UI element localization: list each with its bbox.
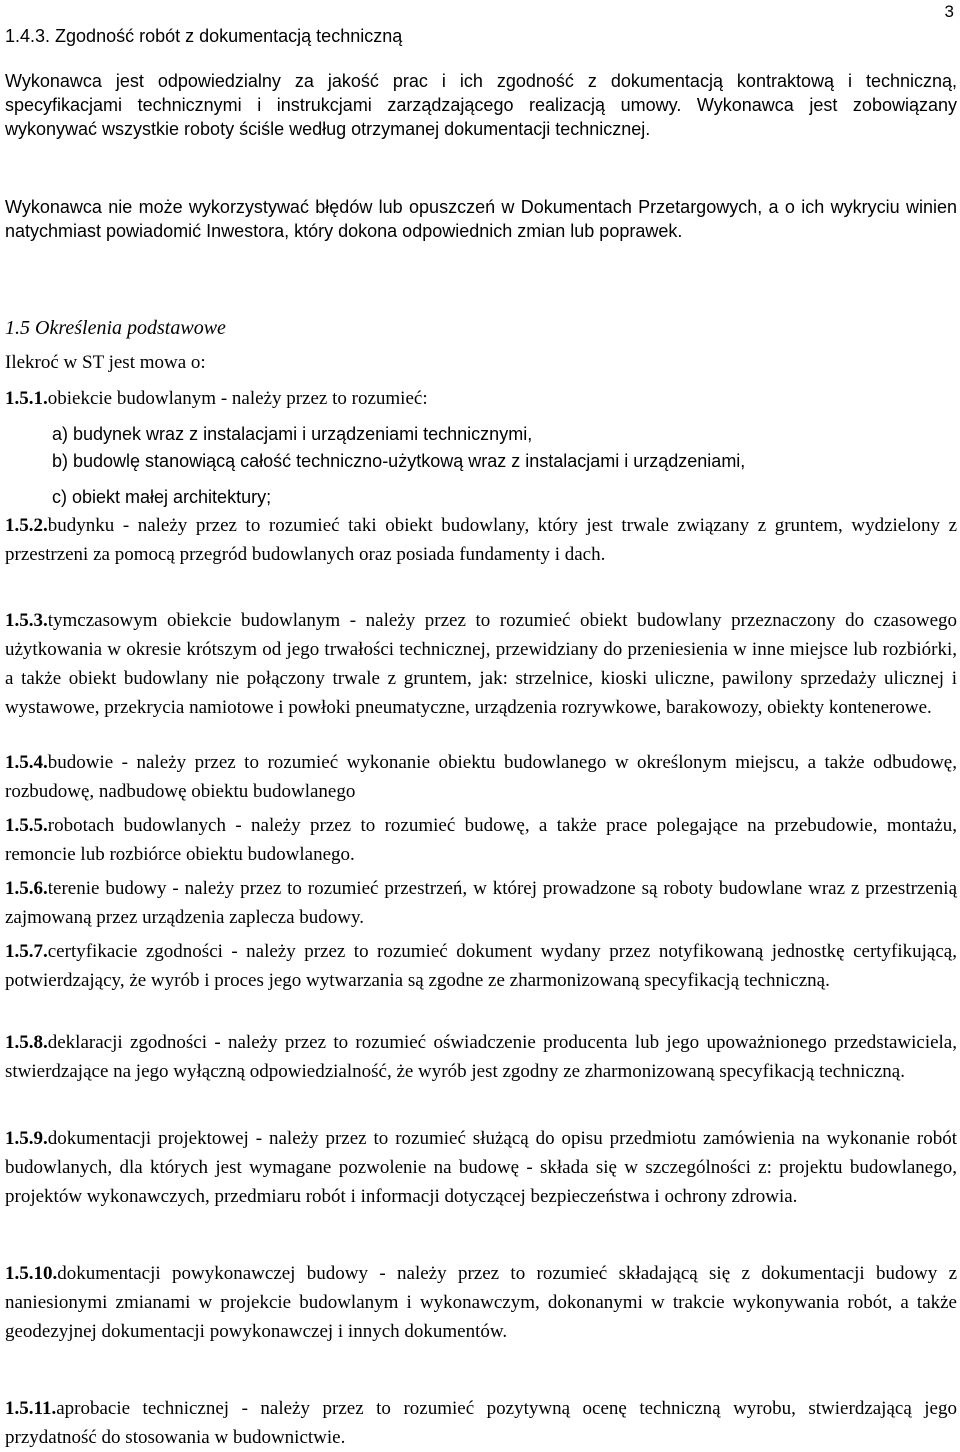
definition-text: dokumentacji projektowej - należy przez to rozumieć służącą do opisu przedmiotu zamówienia na wykonanie robót budowlanych, dla których jest wymagane pozwolenie na budowę - składa się w szczególności z: projektu budowlanego, projektów wykonawczych, przedmiaru robót i informacji dotyczącej bezpieczeństwa i ochrony zdrowia. bbox=[5, 1128, 957, 1207]
definition-number: 1.5.5. bbox=[5, 815, 48, 836]
definition-number: 1.5.7. bbox=[5, 941, 48, 962]
definition-1-5-8 bbox=[5, 1028, 957, 1086]
definition-number: 1.5.8. bbox=[5, 1032, 48, 1053]
definition-1-5-7 bbox=[5, 937, 957, 995]
paragraph-1: Wykonawca jest odpowiedzialny za jakość prac i ich zgodność z dokumentacją kontraktową i techniczną, specyfikacjami technicznymi i instrukcjami zarządzającego realizacją umowy. Wykonawca jest zobowiązany wykonywać wszystkie roboty ściśle według otrzymanej dokumentacji technicznej. bbox=[5, 71, 957, 139]
definition-number: 1.5.3. bbox=[5, 610, 48, 631]
definition-text: tymczasowym obiekcie budowlanym - należy przez to rozumieć obiekt budowlany przeznaczony do czasowego użytkowania w okresie krótszym od jego trwałości technicznej, przewidziany do przeniesienia w inne miejsce lub rozbiórki, a także obiekt budowlany nie połączony trwale z gruntem, jak: strzelnice, kioski uliczne, pawilony sprzedaży ulicznej i wystawowe, przekrycia namiotowe i powłoki pneumatyczne, urządzenia rozrywkowe, barakowozy, obiekty kontenerowe. bbox=[5, 610, 957, 718]
definition-text: dokumentacji powykonawczej budowy - należy przez to rozumieć składającą się z dokumentacji budowy z naniesionymi zmianami w projekcie budowlanym i wykonawczym, dokonanymi w trakcie wykonywania robót, a także geodezyjnej dokumentacji powykonawczej i innych dokumentów. bbox=[5, 1263, 957, 1342]
definition-number: 1.5.4. bbox=[5, 752, 48, 773]
definition-text: certyfikacie zgodności - należy przez to rozumieć dokument wydany przez notyfikowaną jednostkę certyfikującą, potwierdzający, że wyrób i proces jego wytwarzania są zgodne ze zharmonizowaną specyfikacją techniczną. bbox=[5, 941, 957, 991]
definition-number: 1.5.2. bbox=[5, 515, 48, 536]
definition-number: 1.5.6. bbox=[5, 878, 48, 899]
page-number: 3 bbox=[944, 2, 954, 21]
definition-number: 1.5.10. bbox=[5, 1263, 58, 1284]
definition-number: 1.5.11. bbox=[5, 1398, 57, 1419]
sub-item-a: a) budynek wraz z instalacjami i urządzeniami technicznymi, bbox=[52, 424, 533, 444]
intro-text: Ilekroć w ST jest mowa o: bbox=[5, 352, 206, 373]
definition-text: terenie budowy - należy przez to rozumieć przestrzeń, w której prowadzone są roboty budowlane wraz z przestrzenią zajmowaną przez urządzenia zaplecza budowy. bbox=[5, 878, 957, 928]
definition-1-5-3 bbox=[5, 606, 957, 722]
sub-item-b: b) budowlę stanowiącą całość techniczno-użytkową wraz z instalacjami i urządzeniami, bbox=[52, 451, 746, 471]
definition-1-5-2 bbox=[5, 511, 957, 569]
definition-text: budowie - należy przez to rozumieć wykonanie obiektu budowlanego w określonym miejscu, a także odbudowę, rozbudowę, nadbudowę obiektu budowlanego bbox=[5, 752, 957, 802]
definition-1-5-1 bbox=[5, 384, 957, 413]
definition-1-5-6 bbox=[5, 874, 957, 932]
definition-text: obiekcie budowlanym - należy przez to rozumieć: bbox=[47, 388, 428, 409]
definition-1-5-10 bbox=[5, 1259, 957, 1346]
definition-number: 1.5.1. bbox=[5, 388, 48, 409]
section-heading: 1.4.3. Zgodność robót z dokumentacją techniczną bbox=[5, 26, 403, 46]
definition-1-5-11 bbox=[5, 1394, 957, 1452]
definition-1-5-5 bbox=[5, 811, 957, 869]
definition-number: 1.5.9. bbox=[5, 1128, 48, 1149]
definition-text: budynku - należy przez to rozumieć taki obiekt budowlany, który jest trwale związany z gruntem, wydzielony z przestrzeni za pomocą przegród budowlanych oraz posiada fundamenty i dach. bbox=[5, 515, 957, 565]
definition-text: aprobacie technicznej - należy przez to rozumieć pozytywną ocenę techniczną wyrobu, stwierdzającą jego przydatność do stosowania w budownictwie. bbox=[5, 1398, 957, 1448]
definition-text: deklaracji zgodności - należy przez to rozumieć oświadczenie producenta lub jego upoważnionego przedstawiciela, stwierdzające na jego wyłączną odpowiedzialność, że wyrób jest zgodny ze zharmonizowaną specyfikacją techniczną. bbox=[5, 1032, 957, 1082]
subsection-heading: 1.5 Określenia podstawowe bbox=[5, 317, 226, 339]
sub-item-c: c) obiekt małej architektury; bbox=[52, 487, 272, 507]
definition-text: robotach budowlanych - należy przez to rozumieć budowę, a także prace polegające na przebudowie, montażu, remoncie lub rozbiórce obiektu budowlanego. bbox=[5, 815, 957, 865]
paragraph-2: Wykonawca nie może wykorzystywać błędów lub opuszczeń w Dokumentach Przetargowych, a o ich wykryciu winien natychmiast powiadomić Inwestora, który dokona odpowiednich zmian lub poprawek. bbox=[5, 197, 957, 241]
definition-1-5-4 bbox=[5, 748, 957, 806]
definition-1-5-9 bbox=[5, 1124, 957, 1211]
